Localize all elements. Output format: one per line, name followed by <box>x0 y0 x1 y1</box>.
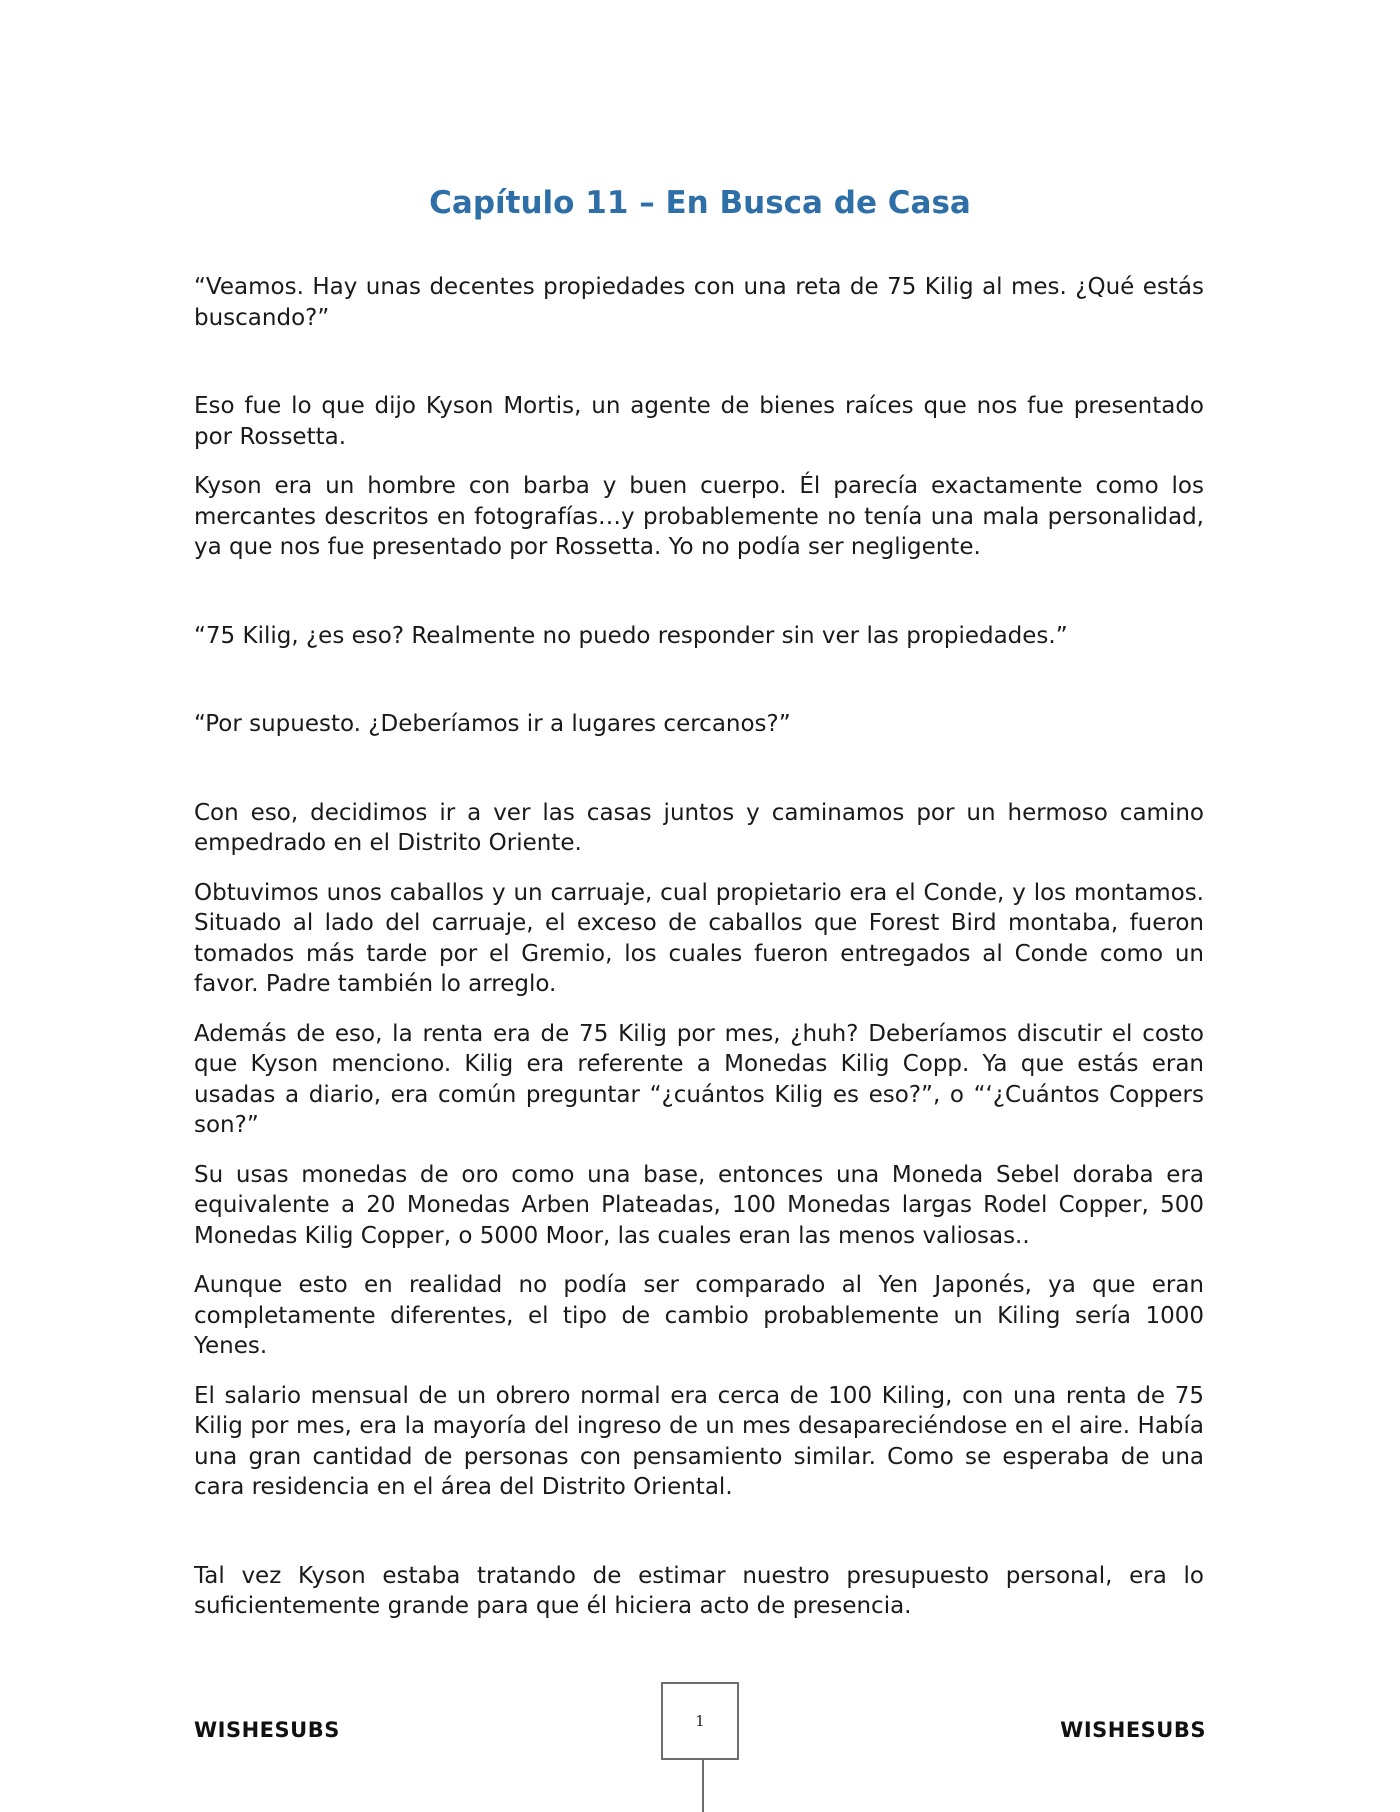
page-number-box <box>661 1682 739 1760</box>
page-number-connector <box>702 1760 704 1812</box>
footer-brand-right: WISHESUBS <box>1060 1718 1206 1742</box>
paragraph-6: Con eso, decidimos ir a ver las casas juntos y caminamos por un hermoso camino empedrado en el Distrito Oriente. <box>194 799 1204 856</box>
chapter-title: Capítulo 11 – En Busca de Casa <box>429 185 971 221</box>
paragraph-10: Aunque esto en realidad no podía ser comparado al Yen Japonés, ya que eran completamente diferentes, el tipo de cambio probablemente un Kiling sería 1000 Yenes. <box>194 1272 1204 1359</box>
paragraph-5: “Por supuesto. ¿Deberíamos ir a lugares cercanos?” <box>194 711 791 737</box>
chapter-body <box>194 272 1204 1641</box>
footer-brand-left: WISHESUBS <box>194 1718 340 1742</box>
paragraph-1: “Veamos. Hay unas decentes propiedades con una reta de 75 Kilig al mes. ¿Qué estás buscando?” <box>194 274 1204 331</box>
paragraph-9: Su usas monedas de oro como una base, entonces una Moneda Sebel doraba era equivalente a 20 Monedas Arben Plateadas, 100 Monedas largas Rodel Copper, 500 Monedas Kilig Copper, o 5000 Moor, las cuales eran las menos valiosas.. <box>194 1161 1204 1249</box>
paragraph-8: Además de eso, la renta era de 75 Kilig por mes, ¿huh? Deberíamos discutir el costo que Kyson menciono. Kilig era referente a Monedas Kilig Copp. Ya que estás eran usadas a diario, era común preguntar “¿cuántos Kilig es eso?”, o “‘¿Cuántos Coppers son?” <box>194 1020 1204 1138</box>
page-number: 1 <box>695 1712 705 1730</box>
paragraph-11: El salario mensual de un obrero normal era cerca de 100 Kiling, con una renta de 75 Kilig por mes, era la mayoría del ingreso de un mes desapareciéndose en el aire. Había una gran cantidad de personas con pensamiento similar. Como se esperaba de una cara residencia en el área del Distrito Oriental. <box>194 1382 1204 1500</box>
paragraph-7: Obtuvimos unos caballos y un carruaje, cual propietario era el Conde, y los montamos. Situado al lado del carruaje, el exceso de caballos que Forest Bird montaba, fueron tomados más tarde por el Gremio, los cuales fueron entregados al Conde como un favor. Padre también lo arreglo. <box>194 879 1204 997</box>
paragraph-3: Kyson era un hombre con barba y buen cuerpo. Él parecía exactamente como los mercantes descritos en fotografías…y probablemente no tenía una mala personalidad, ya que nos fue presentado por Rossetta. Yo no podía ser negligente. <box>194 473 1204 560</box>
paragraph-4: “75 Kilig, ¿es eso? Realmente no puedo responder sin ver las propiedades.” <box>194 622 1068 649</box>
paragraph-12: Tal vez Kyson estaba tratando de estimar nuestro presupuesto personal, era lo suficientemente grande para que él hiciera acto de presencia. <box>194 1562 1204 1619</box>
paragraph-2: Eso fue lo que dijo Kyson Mortis, un agente de bienes raíces que nos fue presentado por Rossetta. <box>194 393 1204 450</box>
